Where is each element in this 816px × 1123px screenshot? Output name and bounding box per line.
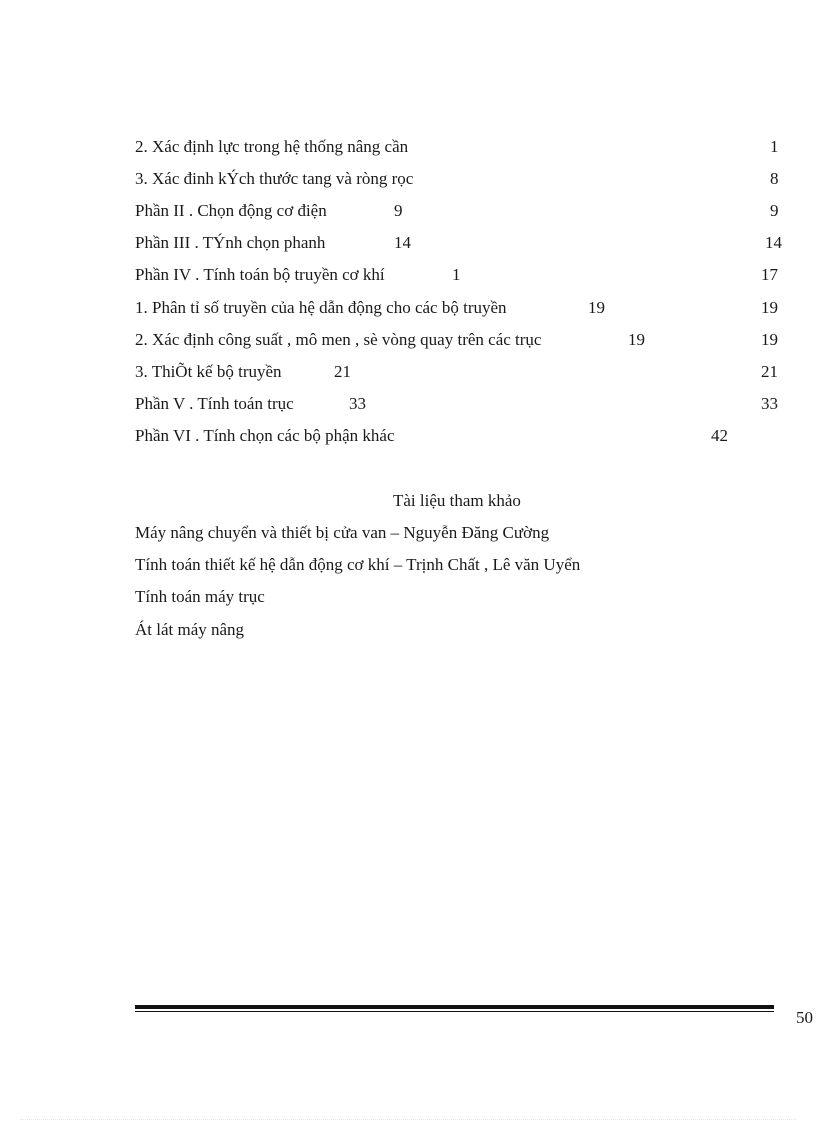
- page-number: 50: [796, 1008, 813, 1027]
- toc-entry-inline-page: 19: [628, 330, 645, 349]
- toc-entry-inline-page: 1: [452, 265, 461, 284]
- toc-entry-title: Phần VI . Tính chọn các bộ phận khác: [135, 426, 395, 445]
- toc-entry-title: Phần II . Chọn động cơ điện: [135, 201, 327, 220]
- toc-entry-page: 19: [761, 298, 778, 317]
- reference-item: Tính toán thiết kế hệ dẫn động cơ khí – Trịnh Chất , Lê văn Uyển: [135, 555, 581, 574]
- toc-entry-page: 14: [765, 233, 782, 252]
- reference-item: Máy nâng chuyển và thiết bị cửa van – Nguyễn Đăng Cường: [135, 523, 550, 542]
- toc-entry-page: 8: [770, 169, 779, 188]
- toc-entry-title: Phần V . Tính toán trục: [135, 394, 294, 413]
- toc-entry-inline-page: 33: [349, 394, 366, 413]
- toc-entry-title: 3. Xác đinh kÝch thước tang và ròng rọc: [135, 169, 414, 188]
- toc-entry-page: 1: [770, 137, 779, 156]
- toc-entry-page: 19: [761, 330, 778, 349]
- toc-entry-page: 42: [711, 426, 728, 445]
- footer-rule-thick: [135, 1005, 774, 1009]
- reference-item: Tính toán máy trục: [135, 587, 265, 606]
- reference-item: Át lát máy nâng: [135, 620, 245, 639]
- toc-entry-inline-page: 21: [334, 362, 351, 381]
- toc-entry-inline-page: 19: [588, 298, 605, 317]
- toc-entry-title: Phần III . TÝnh chọn phanh: [135, 233, 326, 252]
- footer-rule: [135, 1005, 774, 1013]
- page-bottom-divider: [20, 1119, 796, 1120]
- toc-entry-title: Phần IV . Tính toán bộ truyền cơ khí: [135, 265, 385, 284]
- toc-entry-page: 17: [761, 265, 778, 284]
- toc-entry-title: 1. Phân tỉ số truyền của hệ dẫn động cho các bộ truyền: [135, 298, 507, 317]
- toc-entry-page: 9: [770, 201, 779, 220]
- toc-entry-page: 21: [761, 362, 778, 381]
- footer-rule-thin: [135, 1011, 774, 1012]
- toc-entry-inline-page: 9: [394, 201, 403, 220]
- toc-entry-inline-page: 14: [394, 233, 411, 252]
- toc-entry-page: 33: [761, 394, 778, 413]
- toc-entry-title: 2. Xác định lực trong hệ thống nâng cần: [135, 137, 409, 156]
- toc-entry-title: 3. ThiÕt kế bộ truyền: [135, 362, 282, 381]
- toc-entry-title: 2. Xác định công suất , mô men , sè vòng quay trên các trục: [135, 330, 542, 349]
- references-heading: Tài liệu tham khảo: [393, 491, 521, 510]
